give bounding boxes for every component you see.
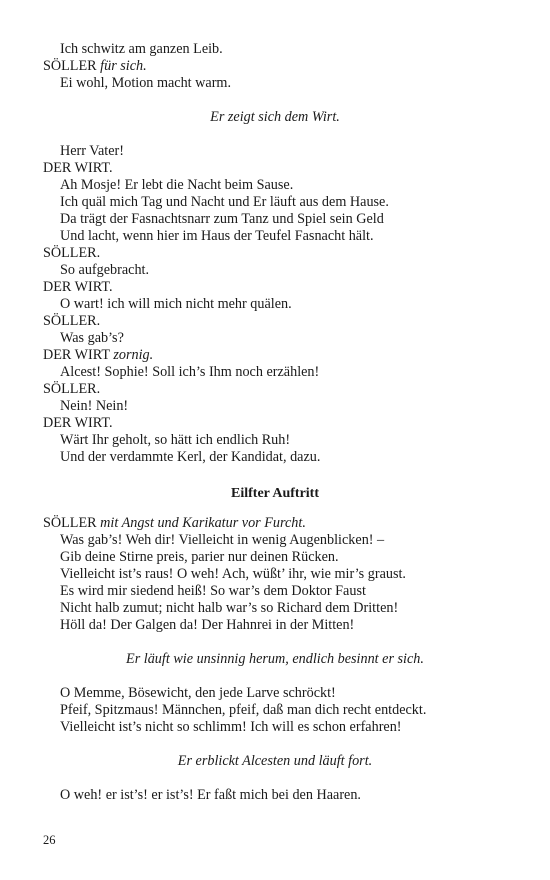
verse-line: Es wird mir siedend heiß! So war’s dem Doktor Faust (60, 583, 366, 599)
speaker-line (43, 279, 113, 296)
speaker-name: DER WIRT. (43, 415, 113, 431)
verse-line: O wart! ich will mich nicht mehr quälen. (60, 296, 292, 312)
speaker-note: mit Angst und Karikatur vor Furcht. (100, 515, 306, 531)
speaker-line (43, 381, 100, 398)
speaker-line (43, 515, 306, 532)
scene-heading: Eilfter Auftritt (231, 486, 319, 501)
verse-line: Nein! Nein! (60, 398, 129, 414)
speaker-line (43, 160, 113, 177)
speaker-name: SÖLLER. (43, 381, 101, 397)
verse-line: Herr Vater! (60, 143, 124, 159)
verse-line: Höll da! Der Galgen da! Der Hahnrei in der Mitten! (60, 617, 355, 633)
verse-line: Wärt Ihr geholt, so hätt ich endlich Ruh! (60, 432, 291, 448)
speaker-line (43, 245, 100, 262)
stage-direction: Er erblickt Alcesten und läuft fort. (177, 753, 373, 769)
speaker-line (43, 347, 153, 364)
stage-direction: Er zeigt sich dem Wirt. (210, 109, 340, 125)
verse-line: Ich schwitz am ganzen Leib. (60, 41, 223, 57)
verse-line: Pfeif, Spitzmaus! Männchen, pfeif, daß man dich recht entdeckt. (60, 702, 427, 718)
stage-direction: Er läuft wie unsinnig herum, endlich besinnt er sich. (126, 651, 424, 667)
speaker-name: DER WIRT (43, 347, 110, 363)
verse-line: So aufgebracht. (60, 262, 150, 278)
speaker-note: für sich. (100, 58, 147, 74)
speaker-line (43, 313, 100, 330)
verse-line: Vielleicht ist’s nicht so schlimm! Ich will es schon erfahren! (60, 719, 402, 735)
speaker-name: SÖLLER. (43, 313, 101, 329)
verse-line: Was gab’s! Weh dir! Vielleicht in wenig Augenblicken! – (60, 532, 385, 548)
verse-line: Ah Mosje! Er lebt die Nacht beim Sause. (60, 177, 294, 193)
speaker-name: DER WIRT. (43, 160, 113, 176)
verse-line: Alcest! Sophie! Soll ich’s Ihm noch erzählen! (60, 364, 320, 380)
verse-line: Ich quäl mich Tag und Nacht und Er läuft aus dem Hause. (60, 194, 389, 210)
verse-line: O Memme, Bösewicht, den jede Larve schröckt! (60, 685, 336, 701)
speaker-line (43, 58, 147, 75)
verse-line: Und lacht, wenn hier im Haus der Teufel Fasnacht hält. (60, 228, 374, 244)
verse-line: O weh! er ist’s! er ist’s! Er faßt mich bei den Haaren. (60, 787, 361, 803)
verse-line: Gib deine Stirne preis, parier nur deinen Rücken. (60, 549, 339, 565)
speaker-name: SÖLLER. (43, 245, 101, 261)
page-number: 26 (43, 833, 56, 847)
speaker-name: SÖLLER (43, 515, 97, 531)
verse-line: Da trägt der Fasnachtsnarr zum Tanz und Spiel sein Geld (60, 211, 384, 227)
speaker-name: SÖLLER (43, 58, 97, 74)
verse-line: Was gab’s? (60, 330, 124, 346)
verse-line: Ei wohl, Motion macht warm. (60, 75, 232, 91)
verse-line: Und der verdammte Kerl, der Kandidat, dazu. (60, 449, 321, 465)
speaker-name: DER WIRT. (43, 279, 113, 295)
verse-line: Nicht halb zumut; nicht halb war’s so Richard dem Dritten! (60, 600, 399, 616)
verse-line: Vielleicht ist’s raus! O weh! Ach, wüßt’ ihr, wie mir’s graust. (60, 566, 406, 582)
speaker-note: zornig. (113, 347, 154, 363)
speaker-line (43, 415, 113, 432)
